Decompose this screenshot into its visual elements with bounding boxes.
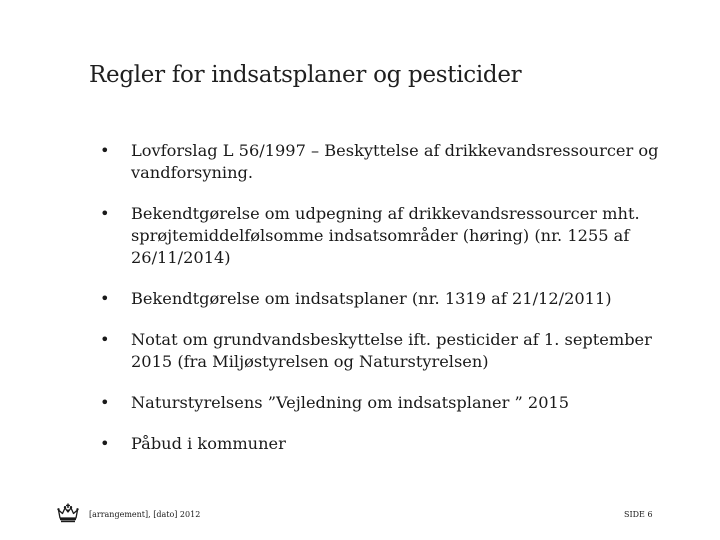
list-item [100, 392, 660, 414]
list-item [100, 203, 660, 269]
list-item [100, 329, 660, 373]
list-item [100, 288, 660, 310]
bullet-list [100, 140, 660, 474]
bullet-marker: • [100, 289, 110, 308]
bullet-marker: • [100, 141, 110, 160]
footer-text: [arrangement], [dato] 2012 [89, 510, 201, 519]
list-item [100, 140, 660, 184]
bullet-text: Naturstyrelsens ”Vejledning om indsatsplaner ” 2015 [131, 393, 570, 412]
bullet-text: Påbud i kommuner [131, 434, 286, 453]
crown-icon [57, 503, 79, 523]
bullet-text: Bekendtgørelse om udpegning af drikkevandsressourcer mht. sprøjtemiddelfølsomme indsatsområder (høring) (nr. 1255 af 26/11/2014) [131, 204, 640, 267]
bullet-text: Bekendtgørelse om indsatsplaner (nr. 1319 af 21/12/2011) [131, 289, 612, 308]
list-item [100, 433, 660, 455]
page-number: SIDE 6 [624, 510, 653, 519]
bullet-marker: • [100, 330, 110, 349]
bullet-text: Lovforslag L 56/1997 – Beskyttelse af drikkevandsressourcer og vandforsyning. [131, 141, 659, 182]
bullet-text: Notat om grundvandsbeskyttelse ift. pesticider af 1. september 2015 (fra Miljøstyrelsen og Naturstyrelsen) [131, 330, 652, 371]
bullet-marker: • [100, 204, 110, 223]
bullet-marker: • [100, 434, 110, 453]
slide-title: Regler for indsatsplaner og pesticider [89, 62, 522, 88]
bullet-marker: • [100, 393, 110, 412]
